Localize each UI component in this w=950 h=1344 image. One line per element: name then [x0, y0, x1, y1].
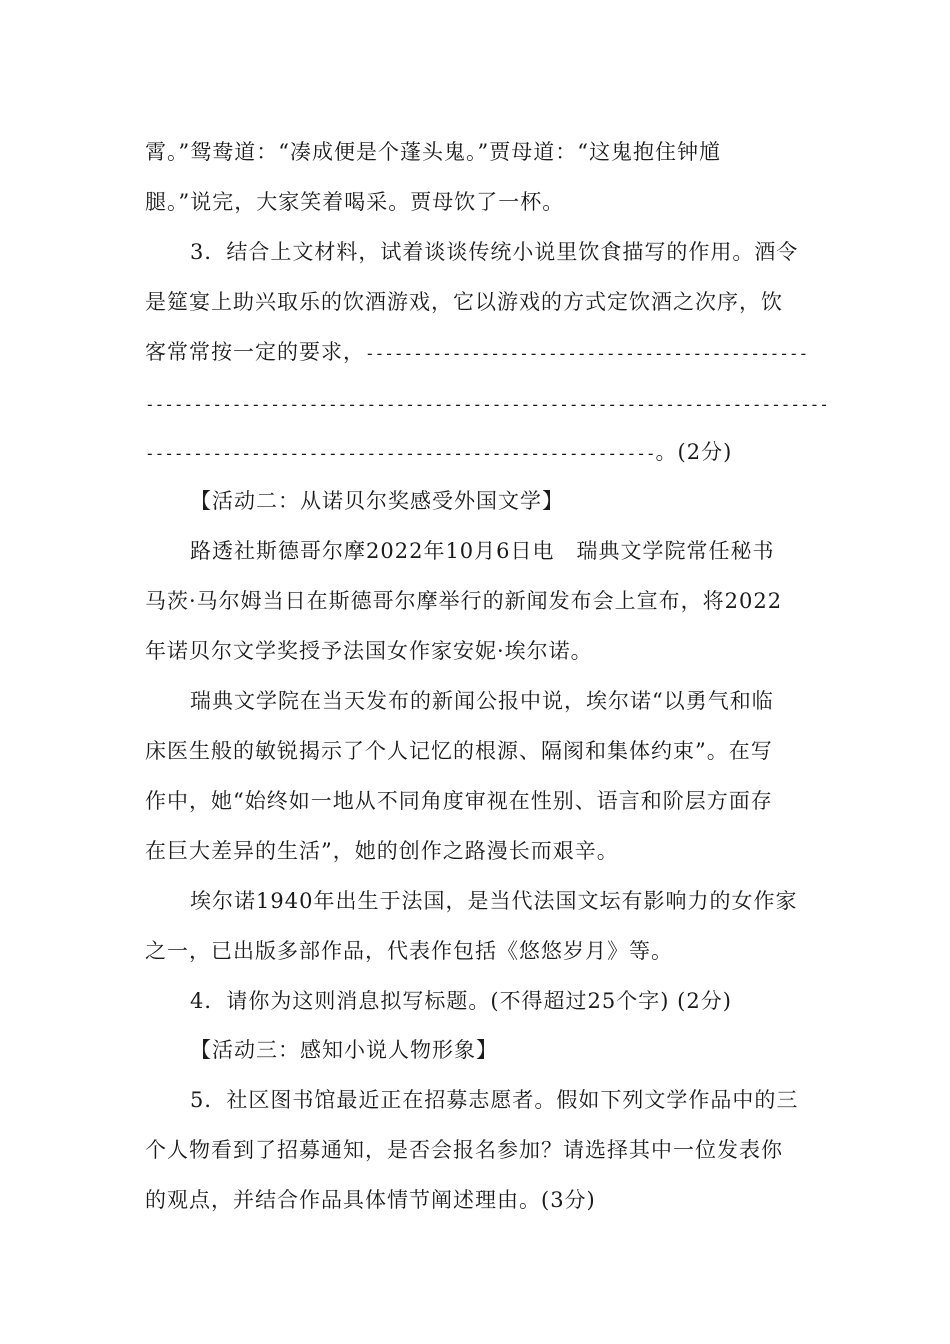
text-line: 床医生般的敏锐揭示了个人记忆的根源、隔阂和集体约束”。在写 [145, 739, 773, 763]
news-text: 路透社斯德哥尔摩2022年10月6日电 瑞典文学院常任秘书 [190, 539, 775, 563]
text-line: 霄。”鸳鸯道：“凑成便是个蓬头鬼。”贾母道：“这鬼抱住钟馗 [145, 140, 721, 164]
answer-blank[interactable]: ----------------------------------------------------- [145, 444, 656, 463]
text-line: 在巨大差异的生活”，她的创作之路漫长而艰辛。 [145, 839, 619, 863]
score-label: 。(2分) [655, 440, 733, 464]
text-line: 个人物看到了招募通知，是否会报名参加？请选择其中一位发表你 [145, 1138, 783, 1162]
text-line: 腿。”说完，大家笑着喝采。贾母饮了一杯。 [145, 190, 565, 214]
question-5-text: 5．社区图书馆最近正在招募志愿者。假如下列文学作品中的三 [190, 1088, 799, 1112]
answer-blank[interactable]: ----------------------------------------------------------------------- [145, 395, 829, 414]
text-segment: 客常常按一定的要求， [145, 340, 365, 364]
news-text: 瑞典文学院在当天发布的新闻公报中说，埃尔诺“以勇气和临 [190, 689, 774, 713]
activity-3-heading: 【活动三：感知小说人物形象】 [190, 1038, 498, 1062]
text-line: 之一，已出版多部作品，代表作包括《悠悠岁月》等。 [145, 939, 673, 963]
text-line: 作中，她“始终如一地从不同角度审视在性别、语言和阶层方面存 [145, 789, 773, 813]
text-line [145, 437, 732, 469]
text-line: 年诺贝尔文学奖授予法国女作家安妮·埃尔诺。 [145, 639, 593, 663]
activity-2-heading: 【活动二：从诺贝尔奖感受外国文学】 [190, 489, 564, 513]
text-line: 马茨·马尔姆当日在斯德哥尔摩举行的新闻发布会上宣布，将2022 [145, 589, 783, 613]
news-text: 埃尔诺1940年出生于法国，是当代法国文坛有影响力的女作家 [190, 889, 798, 913]
question-4-text: 4．请你为这则消息拟写标题。(不得超过25个字) (2分) [190, 989, 732, 1013]
text-line: 的观点，并结合作品具体情节阐述理由。(3分) [145, 1188, 596, 1212]
answer-blank[interactable]: ---------------------------------------------- [365, 344, 809, 363]
text-line [145, 337, 808, 369]
text-line: 是筵宴上助兴取乐的饮酒游戏，它以游戏的方式定饮酒之次序，饮 [145, 290, 783, 314]
question-3-text: 3．结合上文材料，试着谈谈传统小说里饮食描写的作用。酒令 [190, 240, 799, 264]
